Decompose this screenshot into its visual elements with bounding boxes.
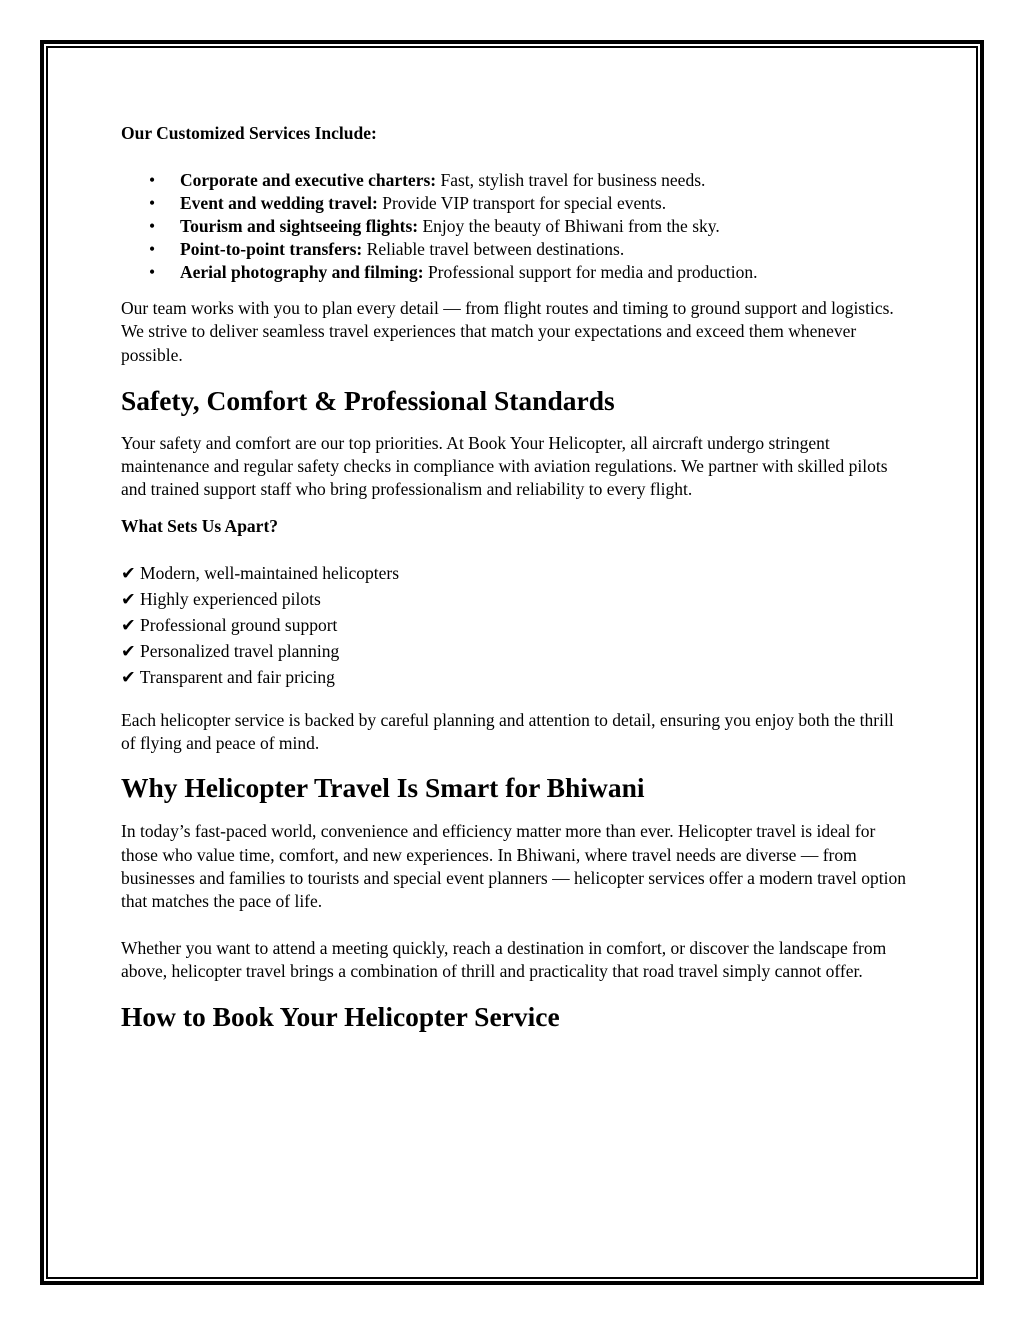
service-label: Point-to-point transfers:	[180, 239, 363, 259]
apart-heading: What Sets Us Apart?	[121, 515, 279, 536]
service-text: Enjoy the beauty of Bhiwani from the sky.	[418, 216, 720, 236]
service-text: Fast, stylish travel for business needs.	[436, 170, 706, 190]
list-item: ✔ Modern, well-maintained helicopters	[121, 562, 400, 583]
list-item: ✔ Personalized travel planning	[121, 640, 340, 661]
service-text: Professional support for media and production.	[423, 262, 758, 282]
service-label: Event and wedding travel:	[180, 193, 378, 213]
list-item: ✔ Transparent and fair pricing	[121, 666, 335, 687]
services-heading: Our Customized Services Include:	[121, 123, 377, 143]
services-paragraph: Our team works with you to plan every detail — from flight routes and timing to ground support and logistics. We strive to deliver seamless travel experiences that match your expectations and exceed them whenever possible.	[121, 298, 894, 365]
bullet-icon: •	[149, 239, 156, 259]
apart-paragraph: Each helicopter service is backed by careful planning and attention to detail, ensuring you enjoy both the thrill of flying and peace of mind.	[121, 709, 894, 754]
list-item	[121, 238, 911, 261]
list-item: ✔ Highly experienced pilots	[121, 588, 321, 609]
safety-paragraph: Your safety and comfort are our top priorities. At Book Your Helicopter, all aircraft undergo stringent maintenance and regular safety checks in compliance with aviation regulations. We partner with skilled pilots and trained support staff who bring professionalism and reliability to every flight.	[121, 432, 888, 500]
bullet-icon: •	[149, 193, 156, 213]
document-body	[121, 122, 911, 1034]
bullet-icon: •	[149, 170, 156, 190]
why-paragraph-1: In today’s fast-paced world, convenience and efficiency matter more than ever. Helicopter travel is ideal for those who value time, comfort, and new experiences. In Bhiwani, where travel needs are diverse — from businesses and families to tourists and special event planners — helicopter services offer a modern travel option that matches the pace of life.	[121, 821, 907, 912]
list-item	[121, 215, 911, 238]
bullet-icon: •	[149, 262, 156, 282]
list-item	[121, 261, 911, 284]
service-label: Tourism and sightseeing flights:	[180, 216, 419, 236]
services-list	[121, 169, 911, 284]
booking-heading: How to Book Your Helicopter Service	[121, 1001, 560, 1033]
service-label: Aerial photography and filming:	[180, 262, 424, 282]
why-paragraph-2: Whether you want to attend a meeting quickly, reach a destination in comfort, or discover the landscape from above, helicopter travel brings a combination of thrill and practicality that road travel simply cannot offer.	[121, 937, 887, 981]
bullet-icon: •	[149, 216, 156, 236]
safety-heading: Safety, Comfort & Professional Standards	[121, 384, 615, 416]
list-item	[121, 192, 911, 215]
list-item: ✔ Professional ground support	[121, 614, 338, 635]
service-text: Provide VIP transport for special events.	[377, 193, 667, 213]
service-label: Corporate and executive charters:	[180, 170, 437, 190]
why-heading: Why Helicopter Travel Is Smart for Bhiwani	[121, 772, 645, 804]
service-text: Reliable travel between destinations.	[362, 239, 625, 259]
list-item	[121, 169, 911, 192]
apart-list	[121, 560, 911, 690]
